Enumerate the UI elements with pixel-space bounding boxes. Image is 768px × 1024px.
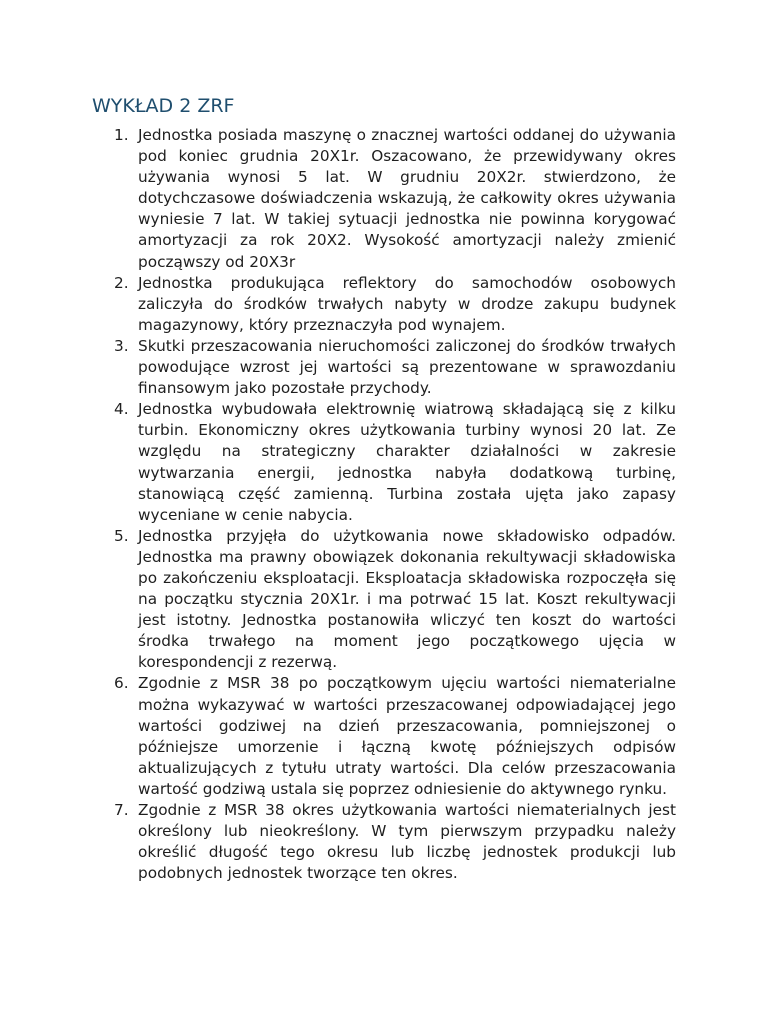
document-title: WYKŁAD 2 ZRF: [92, 95, 235, 117]
list-item-text: Jednostka przyjęła do użytkowania nowe składowisko odpadów. Jednostka ma prawny obowiązek dokonania rekultywacji składowiska po zakończeniu eksploatacji. Eksploatacja składowiska rozpoczęła się na początku stycznia 20X1r. i ma potrwać 15 lat. Koszt rekultywacji jest istotny. Jednostka postanowiła wliczyć ten koszt do wartości środka trwałego na moment jego początkowego ujęcia w korespondencji z rezerwą.: [138, 526, 676, 672]
list-item: [114, 399, 676, 526]
list-item-text: Skutki przeszacowania nieruchomości zaliczonej do środków trwałych powodujące wzrost jej wartości są prezentowane w sprawozdaniu finansowym jako pozostałe przychody.: [138, 336, 676, 398]
list-item-number: 5.: [114, 526, 129, 545]
list-item-number: 4.: [114, 400, 129, 419]
list-item-number: 1.: [114, 126, 129, 144]
list-item-number: 7.: [114, 801, 129, 819]
list-item: [114, 273, 676, 336]
list-item-number: 2.: [114, 273, 129, 292]
list-item-text: Jednostka wybudowała elektrownię wiatrową składającą się z kilku turbin. Ekonomiczny okres użytkowania turbiny wynosi 20 lat. Ze względu na strategiczny charakter działalności w zakresie wytwarzania energii, jednostka nabyła dodatkową turbinę, stanowiącą część zamienną. Turbina została ujęta jako zapasy wyceniane w cenie nabycia.: [138, 400, 676, 524]
numbered-list: [114, 125, 676, 884]
list-item-number: 6.: [114, 674, 129, 693]
list-item-text: Zgodnie z MSR 38 okres użytkowania wartości niematerialnych jest określony lub nieokreślony. W tym pierwszym przypadku należy określić długość tego okresu lub liczbę jednostek produkcji lub podobnych jednostek tworzące ten okres.: [138, 801, 676, 883]
list-item: [114, 125, 676, 273]
list-item-text: Jednostka posiada maszynę o znacznej wartości oddanej do używania pod koniec grudnia 20X1r. Oszacowano, że przewidywany okres używania wynosi 5 lat. W grudniu 20X2r. stwierdzono, że dotychczasowe doświadczenia wskazują, że całkowity okres używania wyniesie 7 lat. W takiej sytuacji jednostka nie powinna korygować amortyzacji za rok 20X2. Wysokość amortyzacji należy zmienić począwszy od 20X3r: [138, 126, 676, 271]
list-item-text: Jednostka produkująca reflektory do samochodów osobowych zaliczyła do środków trwałych nabyty w drodze zakupu budynek magazynowy, który przeznaczyła pod wynajem.: [138, 273, 676, 334]
list-item: [114, 336, 676, 399]
list-item-number: 3.: [114, 336, 129, 355]
list-item: [114, 526, 676, 674]
list-item-text: Zgodnie z MSR 38 po początkowym ujęciu wartości niematerialne można wykazywać w wartości przeszacowanej odpowiadającej jego wartości godziwej na dzień przeszacowania, pomniejszonej o późniejsze umorzenie i łączną kwotę późniejszych odpisów aktualizujących z tytułu utraty wartości. Dla celów przeszacowania wartość godziwą ustala się poprzez odniesienie do aktywnego rynku.: [138, 674, 676, 798]
list-item: [114, 800, 676, 884]
list-item: [114, 673, 676, 800]
